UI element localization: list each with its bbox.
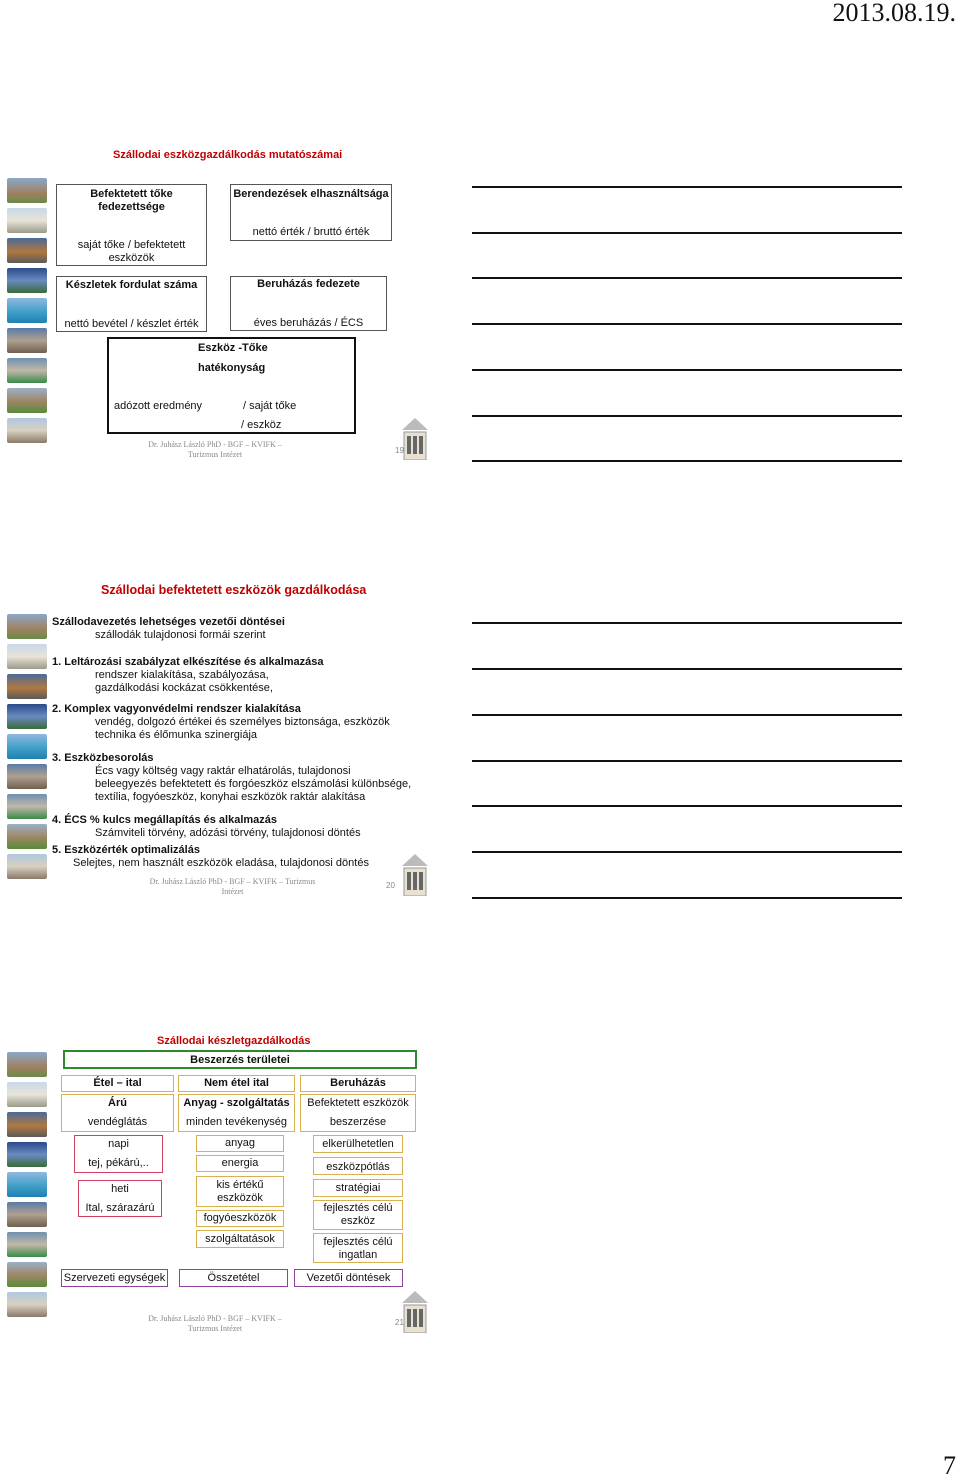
note-line — [472, 415, 902, 417]
hotel-thumbnail — [7, 614, 47, 639]
hotel-thumbnail — [7, 328, 47, 353]
footer-line: Turizmus Intézet — [187, 1324, 243, 1333]
hotel-thumbnail — [7, 178, 47, 203]
box-label: fejlesztés célú — [323, 1202, 393, 1214]
hotel-thumbnail — [7, 1232, 47, 1257]
hotel-thumbnail — [7, 268, 47, 293]
asset-replacement-box: eszközpótlás — [313, 1157, 403, 1175]
slide-1-number: 19 — [395, 446, 404, 455]
box-title: hatékonyság — [198, 362, 266, 374]
investment-coverage-box — [230, 276, 387, 331]
box-label: heti — [111, 1183, 129, 1195]
hotel-thumbnail — [7, 1172, 47, 1197]
list-item-detail: beleegyezés befektetett és forgóeszköz elszámolási különbsége, — [95, 778, 412, 790]
invested-capital-coverage-box — [56, 184, 207, 266]
composition-box: Összetétel — [179, 1269, 288, 1287]
hotel-thumbnail — [7, 824, 47, 849]
asset-capital-efficiency-box — [107, 337, 356, 434]
note-line — [472, 714, 902, 716]
box-formula: saját tőke / befektetett — [77, 239, 186, 251]
hotel-thumbnail — [7, 1052, 47, 1077]
hotel-thumbnail — [7, 1292, 47, 1317]
list-item-detail: rendszer kialakítása, szabályozása, — [95, 669, 269, 681]
development-property-box — [313, 1233, 403, 1263]
list-item-heading: 4. ÉCS % kulcs megállapítás és alkalmazás — [52, 814, 278, 826]
list-item-detail: Selejtes, nem használt eszközök eladása, tulajdonosi döntés — [73, 857, 369, 869]
procurement-banner: Beszerzés területei — [63, 1050, 417, 1069]
note-line — [472, 369, 902, 371]
hotel-thumbnail — [7, 238, 47, 263]
note-line — [472, 622, 902, 624]
slide-3-thumbnail-strip — [7, 1052, 47, 1322]
column-header-non-food: Nem étel ital — [178, 1075, 295, 1092]
services-box: szolgáltatások — [196, 1230, 284, 1248]
footer-line: Intézet — [221, 887, 244, 896]
column-subheader — [178, 1094, 295, 1132]
hotel-thumbnail — [7, 704, 47, 729]
equipment-wear-box — [230, 184, 392, 241]
hotel-thumbnail — [7, 1082, 47, 1107]
box-title: Berendezések elhasználtsága — [233, 188, 389, 200]
footer-line: Dr. Juhász László PhD - BGF – KVIFK – Turizmus — [149, 877, 316, 886]
daily-purchase-box — [74, 1135, 163, 1173]
list-intro-sub: szállodák tulajdonosi formái szerint — [95, 629, 266, 641]
slide-2-title: Szállodai befektetett eszközök gazdálkodása — [101, 583, 367, 597]
box-title: Eszköz -Tőke — [198, 342, 268, 354]
note-line — [472, 805, 902, 807]
development-asset-box — [313, 1200, 403, 1230]
note-line — [472, 186, 902, 188]
header-date: 2013.08.19. — [832, 0, 956, 27]
slide-3-footer — [130, 1314, 300, 1334]
hotel-thumbnail — [7, 854, 47, 879]
subheader-text: minden tevékenység — [186, 1116, 287, 1128]
strategic-box: stratégiai — [313, 1179, 403, 1197]
box-formula: éves beruházás / ÉCS — [253, 317, 364, 329]
note-line — [472, 851, 902, 853]
building-logo-icon — [402, 854, 428, 894]
list-item-detail: gazdálkodási kockázat csökkentése, — [95, 682, 273, 694]
slide-1-title: Szállodai eszközgazdálkodás mutatószámai — [113, 149, 343, 161]
slide-2-number: 20 — [386, 881, 395, 890]
list-item-detail: Számviteli törvény, adózási törvény, tulajdonosi döntés — [95, 827, 361, 839]
note-line — [472, 277, 902, 279]
slide-3-title: Szállodai készletgazdálkodás — [157, 1035, 311, 1047]
note-line — [472, 668, 902, 670]
column-header-investment: Beruházás — [300, 1075, 416, 1092]
hotel-thumbnail — [7, 298, 47, 323]
box-label: fejlesztés célú — [323, 1236, 393, 1248]
list-item-detail: vendég, dolgozó értékei és személyes biztonsága, eszközök — [95, 716, 390, 728]
box-title: Készletek fordulat száma — [65, 279, 198, 291]
note-line — [472, 897, 902, 899]
hotel-thumbnail — [7, 418, 47, 443]
box-formula: nettó bevétel / készlet érték — [64, 318, 199, 330]
inventory-turnover-box — [56, 276, 207, 332]
box-label: napi — [108, 1138, 129, 1150]
footer-line: Turizmus Intézet — [187, 450, 243, 459]
hotel-thumbnail — [7, 1202, 47, 1227]
hotel-thumbnail — [7, 1262, 47, 1287]
subheader-text: vendéglátás — [87, 1116, 148, 1128]
building-logo-icon — [402, 418, 428, 458]
hotel-thumbnail — [7, 358, 47, 383]
list-item-detail: technika és élőmunka szinergiája — [95, 729, 258, 741]
hotel-thumbnail — [7, 1112, 47, 1137]
hotel-thumbnail — [7, 208, 47, 233]
building-logo-icon — [402, 1291, 428, 1331]
subheader-title: Anyag - szolgáltatás — [183, 1097, 290, 1109]
slide-2-footer — [145, 877, 320, 897]
slide-1-footer — [130, 440, 300, 460]
list-item-heading: 2. Komplex vagyonvédelmi rendszer kialakítása — [52, 703, 301, 715]
box-title: fedezettsége — [98, 201, 165, 213]
box-label: kis értékű — [216, 1179, 264, 1191]
list-item-heading: 5. Eszközérték optimalizálás — [52, 844, 200, 856]
small-assets-box — [196, 1176, 284, 1207]
box-items: tej, pékárú,.. — [88, 1157, 149, 1169]
decisions-list — [52, 616, 411, 870]
slide-3-number: 21 — [395, 1318, 404, 1327]
list-item-detail: Écs vagy költség vagy raktár elhatárolás, tulajdonosi — [95, 765, 351, 777]
subheader-title: Befektetett eszközök — [307, 1097, 409, 1109]
box-title: Befektetett tőke — [90, 188, 173, 200]
list-item-heading: 1. Leltározási szabályzat elkészítése és alkalmazása — [52, 656, 324, 668]
box-formula: nettó érték / bruttó érték — [252, 226, 370, 238]
hotel-thumbnail — [7, 674, 47, 699]
list-intro: Szállodavezetés lehetséges vezetői döntései — [52, 616, 285, 628]
material-box: anyag — [196, 1135, 284, 1152]
box-formula-denominator: / saját tőke — [243, 400, 297, 412]
box-formula-denominator: / eszköz — [241, 419, 282, 431]
box-formula: eszközök — [108, 252, 155, 264]
footer-line: Dr. Juhász László PhD - BGF – KVIFK – — [148, 1314, 282, 1323]
list-item-heading: 3. Eszközbesorolás — [52, 752, 154, 764]
footer-line: Dr. Juhász László PhD - BGF – KVIFK – — [148, 440, 282, 449]
management-decisions-box: Vezetői döntések — [294, 1269, 403, 1287]
slide-1-thumbnail-strip — [7, 178, 47, 448]
box-label: ingatlan — [338, 1249, 378, 1261]
note-line — [472, 323, 902, 325]
column-header-food-drink: Étel – ital — [61, 1075, 174, 1092]
box-title: Beruházás fedezete — [257, 278, 360, 290]
hotel-thumbnail — [7, 794, 47, 819]
note-line — [472, 760, 902, 762]
hotel-thumbnail — [7, 764, 47, 789]
energy-box: energia — [196, 1155, 284, 1172]
weekly-purchase-box — [78, 1180, 162, 1217]
hotel-thumbnail — [7, 1142, 47, 1167]
note-line — [472, 232, 902, 234]
box-label: eszközök — [217, 1192, 263, 1204]
slide-2-thumbnail-strip — [7, 614, 47, 884]
hotel-thumbnail — [7, 388, 47, 413]
subheader-title: Árú — [108, 1097, 127, 1109]
hotel-thumbnail — [7, 644, 47, 669]
subheader-text: beszerzése — [329, 1116, 387, 1128]
box-formula-numerator: adózott eredmény — [114, 400, 203, 412]
unavoidable-box: elkerülhetetlen — [313, 1135, 403, 1153]
page-number: 7 — [943, 1451, 956, 1480]
consumables-box: fogyóeszközök — [196, 1210, 284, 1227]
box-label: eszköz — [340, 1215, 376, 1227]
list-item-detail: textília, fogyóeszköz, konyhai eszközök raktár alakítása — [95, 791, 366, 803]
org-units-box: Szervezeti egységek — [61, 1269, 168, 1287]
column-subheader — [61, 1094, 174, 1132]
box-items: Ital, szárazárú — [85, 1202, 155, 1214]
hotel-thumbnail — [7, 734, 47, 759]
note-line — [472, 460, 902, 462]
column-subheader — [300, 1094, 416, 1132]
